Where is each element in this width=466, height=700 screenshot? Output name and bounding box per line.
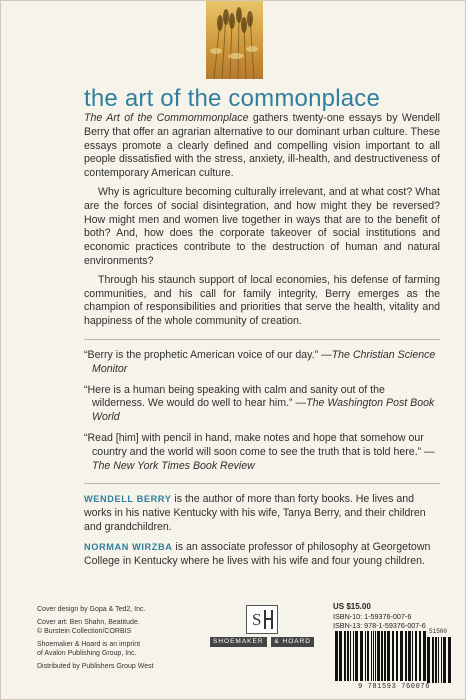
- description-paragraph-2: Why is agriculture becoming culturally irrelevant, and at what cost? What are the forces of social disintegration, and how might they be reversed? How might men and women live together in ways that are to the benefit of both? And, how does the corporate takeover of social institutions and economic practices contribute to the destruction of human and natural environments?: [84, 185, 440, 267]
- review-quote: “Here is a human being speaking with calm and sanity out of the wilderness. We would do well to hear him.” —The Washington Post Book World: [84, 383, 435, 424]
- wheat-artwork: [206, 1, 263, 79]
- svg-text:S: S: [252, 610, 262, 629]
- book-title: the art of the commonplace: [84, 85, 381, 112]
- publisher-logo: [213, 605, 311, 693]
- barcode-icon: [333, 631, 455, 683]
- isbn-13: ISBN-13: 978-1-59376-007-6: [333, 621, 426, 630]
- review-quote: “Read [him] with pencil in hand, make notes and hope that somehow our country and the world will soon come to see the truth that is told here.” —The New York Times Book Review: [84, 431, 435, 472]
- cover-credits: [37, 605, 197, 675]
- author-name: NORMAN WIRZBA: [84, 541, 173, 552]
- imprint-credit: Shoemaker & Hoard is an imprint of Avalon Publishing Group, Inc.: [37, 641, 141, 657]
- divider: [84, 339, 440, 340]
- art-credit: Cover art: Ben Shahn, Beatitude. © Burstein Collection/CORBIS: [37, 619, 140, 635]
- description-paragraph-3: Through his staunch support of local economies, his defense of farming communities, and his call for family integrity, Berry emerges as the champion of responsibilities and priorities that serve the health, vitality and happiness of the whole community of creation.: [84, 273, 440, 328]
- divider: [84, 483, 440, 484]
- distributor-credit: Distributed by Publishers Group West: [37, 663, 154, 670]
- isbn-10: ISBN-10: 1-59376-007-6: [333, 612, 412, 621]
- design-credit: Cover design by Gopa & Ted2, Inc.: [37, 606, 146, 613]
- author-name: WENDELL BERRY: [84, 494, 172, 505]
- publisher-wordmark: SHOEMAKER & HOARD: [210, 637, 314, 647]
- description-body: [84, 112, 440, 568]
- author-bio: WENDELL BERRY is the author of more than forty books. He lives and works in his native Kentucky with his wife, Tanya Berry, and their children and grandchildren.: [84, 493, 426, 533]
- wheat-illustration-icon: [206, 1, 263, 79]
- barcode-addon: 51500: [429, 628, 448, 635]
- author-bio: NORMAN WIRZBA is an associate professor of philosophy at Georgetown College in Kentucky where he lives with his wife and four young children.: [84, 540, 431, 567]
- price: US $15.00: [333, 602, 371, 611]
- isbn-barcode: [333, 628, 455, 691]
- publisher-mark-icon: [246, 605, 278, 634]
- price-block: [333, 602, 453, 630]
- description-paragraph-1: The Art of the Commommonplace gathers twenty-one essays by Wendell Berry that offer an agrarian alternative to our dominant urban culture. These essays promote a clearly defined and compelling vision important to all people dissatisfied with the stress, anxiety, ill-health, and destructiveness of contemporary American culture.: [84, 112, 441, 180]
- book-title-italic: The Art of the Commommonplace: [84, 112, 249, 124]
- review-quote: “Berry is the prophetic American voice of our day.” —The Christian Science Monitor: [84, 348, 436, 375]
- barcode-digits: 9 781593 760076: [357, 683, 430, 691]
